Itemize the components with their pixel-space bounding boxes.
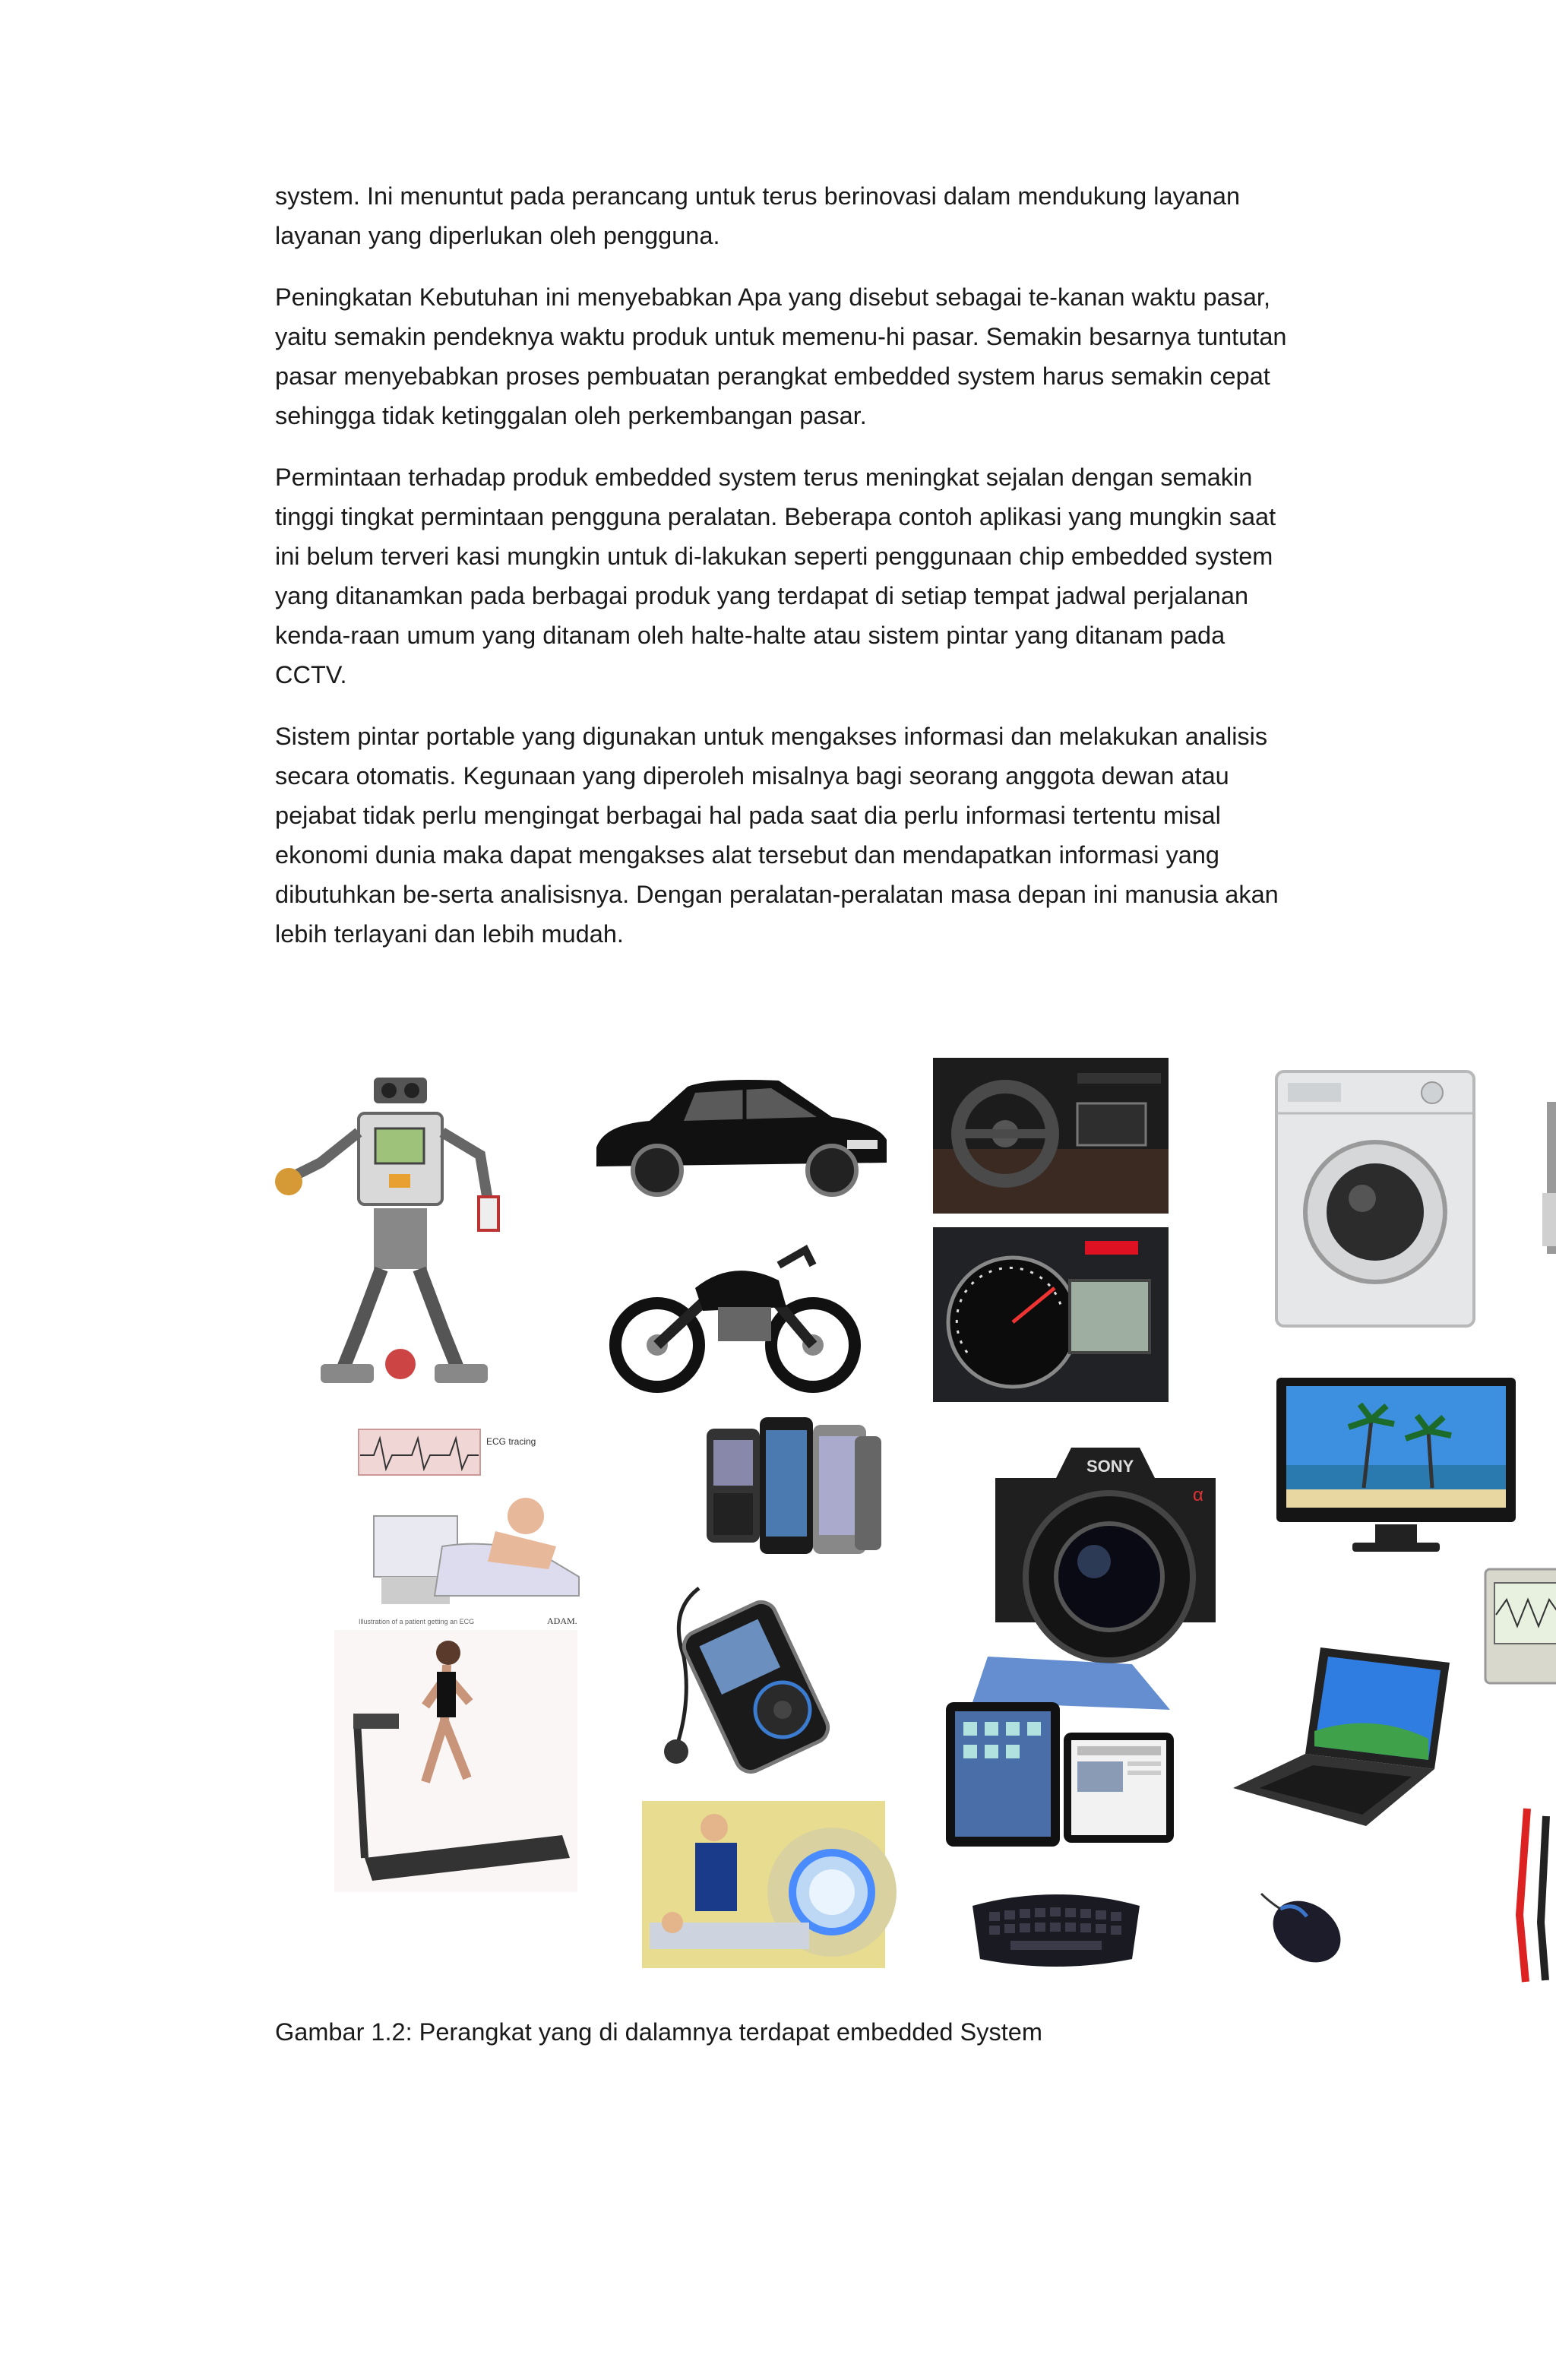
mri-scanner-icon	[642, 1801, 885, 1968]
mp3-player-image	[653, 1581, 866, 1778]
car-dashboard-image	[933, 1058, 1169, 1214]
multimeter-probes-image	[1512, 1809, 1556, 1983]
camera-icon	[980, 1425, 1231, 1668]
oscilloscope-image	[1485, 1569, 1556, 1683]
camera-image	[980, 1425, 1231, 1668]
washing-machine-image	[1273, 1068, 1478, 1330]
laptop-icon	[1229, 1640, 1457, 1837]
car-icon	[589, 1064, 893, 1201]
paragraph-2: Peningkatan Kebutuhan ini menyebabkan Apa yang disebut sebagai te-kanan waktu pasar, yaitu semakin pendeknya waktu produk untuk memenu-hi pasar. Semakin besarnya tuntutan pasar menyebabkan proses pembuatan perangkat embedded system harus semakin cepat sehingga tidak ketinggalan oleh perkembangan pasar.	[275, 283, 1287, 429]
partial-device-image	[1542, 1102, 1556, 1254]
oscilloscope-icon	[1485, 1569, 1556, 1683]
device-edge-icon	[1542, 1102, 1556, 1254]
embedded-devices-figure	[274, 1049, 1556, 1983]
ecg-icon	[351, 1425, 594, 1630]
ecg-tracing-label: ECG tracing	[486, 1436, 536, 1447]
probe-icon	[1512, 1809, 1556, 1983]
ecg-note-label: Illustration of a patient getting an ECG	[359, 1618, 475, 1625]
music-player-icon	[653, 1581, 866, 1778]
ecg-patient-image	[351, 1425, 594, 1630]
mouse-icon	[1254, 1878, 1352, 1977]
tablets-image	[942, 1649, 1178, 1847]
keyboard-image	[965, 1875, 1147, 1974]
camera-mark-label: α	[1193, 1485, 1203, 1505]
figure-caption: Gambar 1.2: Perangkat yang di dalamnya terdapat embedded System	[275, 2018, 1042, 2046]
treadmill-icon	[334, 1630, 577, 1892]
paragraph-3: Permintaan terhadap produk embedded system terus meningkat sejalan dengan semakin tinggi tingkat permintaan pengguna peralatan. Beberapa contoh aplikasi yang mungkin saat ini belum terveri kasi mungkin untuk di-lakukan seperti penggunaan chip embedded system yang ditanamkan pada berbagai produk yang terdapat di setiap tempat jadwal perjalanan kenda-raan umum yang ditanam oleh halte-halte atau sistem pintar yang ditanam pada CCTV.	[275, 464, 1276, 688]
television-image	[1273, 1374, 1520, 1560]
laptop-image	[1229, 1640, 1457, 1837]
paragraph-4: Sistem pintar portable yang digunakan untuk mengakses informasi dan melakukan analisis secara otomatis. Kegunaan yang diperoleh misalnya bagi seorang anggota dewan atau pejabat tidak perlu mengingat berbagai hal pada saat dia perlu informasi tertentu misal ekonomi dunia maka dapat mengakses alat tersebut dan mendapatkan informasi yang dibutuhkan be-serta analisisnya. Dengan peralatan-peralatan masa depan ini manusia akan lebih terlayani dan lebih mudah.	[275, 723, 1279, 948]
paragraph-1: system. Ini menuntut pada perancang untuk terus berinovasi dalam mendukung layanan layanan yang diperlukan oleh pengguna.	[275, 182, 1241, 249]
mobile-phones-image	[703, 1413, 885, 1565]
adam-label: ADAM.	[547, 1616, 577, 1626]
tablet-icon	[942, 1649, 1178, 1847]
speedometer-image	[933, 1227, 1169, 1402]
car-image	[589, 1064, 893, 1201]
robot-icon	[275, 1071, 518, 1391]
phone-icon	[703, 1413, 885, 1565]
speedometer-icon	[933, 1227, 1169, 1402]
motorcycle-image	[604, 1235, 862, 1394]
robot-image	[275, 1071, 518, 1391]
mri-scanner-image	[642, 1801, 885, 1968]
washing-machine-icon	[1273, 1068, 1478, 1330]
keyboard-icon	[965, 1875, 1147, 1974]
tv-icon	[1273, 1374, 1520, 1560]
steering-wheel-icon	[933, 1058, 1169, 1214]
treadmill-image	[334, 1630, 577, 1892]
camera-brand-label: SONY	[1086, 1457, 1134, 1476]
motorcycle-icon	[604, 1235, 862, 1394]
body-text	[275, 176, 1301, 976]
mouse-image	[1254, 1878, 1352, 1977]
